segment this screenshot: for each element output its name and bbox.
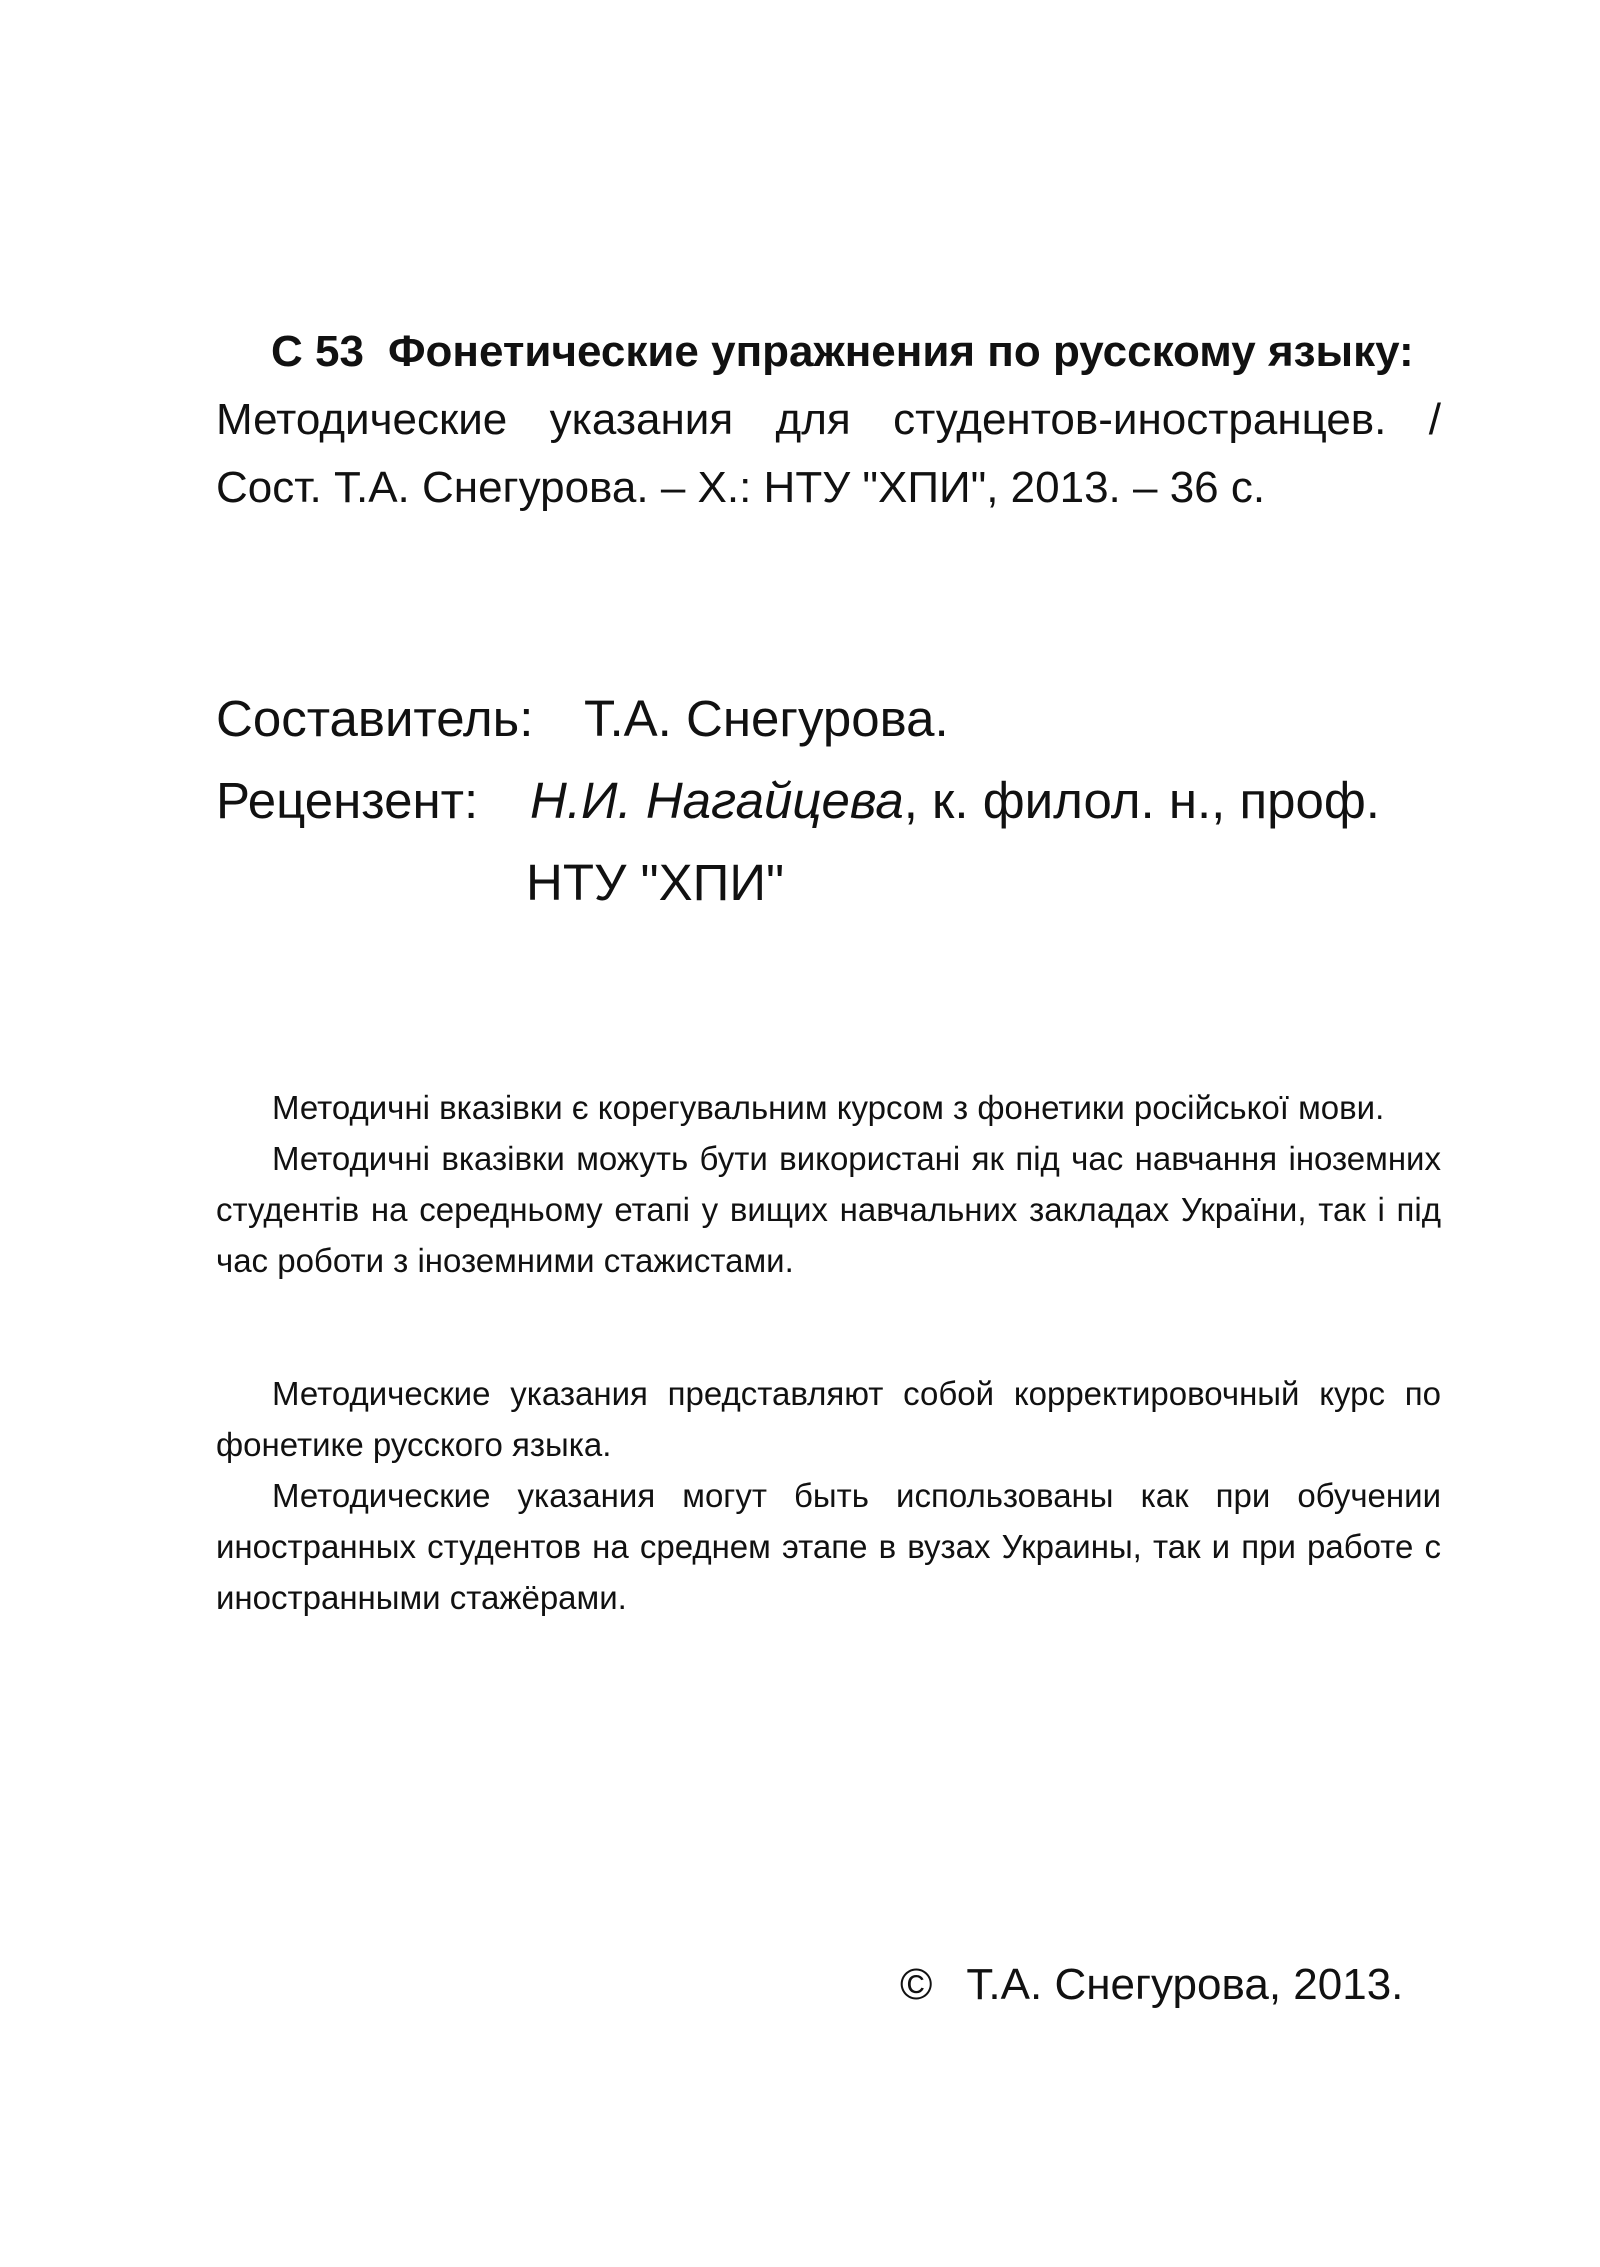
bibliographic-subtitle: Методические указания для студентов-иностранцев. / — [216, 395, 1441, 444]
annotation-ru-paragraph-1: Методические указания представляют собой корректировочный курс по фонетике русского языка. — [216, 1375, 1441, 1463]
compiler-label: Составитель: — [216, 690, 534, 747]
annotation-ukrainian — [216, 1082, 1441, 1286]
reviewer-label: Рецензент: — [216, 772, 479, 829]
annotation-russian — [216, 1368, 1441, 1623]
book-title: Фонетические упражнения по русскому языку: — [387, 327, 1414, 376]
credits — [216, 678, 1441, 924]
compiler-name: Т.А. Снегурова. — [584, 690, 949, 747]
copyright-notice — [900, 1952, 1403, 2018]
bibliographic-record — [216, 318, 1441, 522]
copyright-icon: © — [900, 1960, 933, 2009]
annotation-uk-paragraph-1: Методичні вказівки є корегувальним курсом з фонетики російської мови. — [272, 1089, 1385, 1126]
reviewer-row — [216, 760, 1441, 842]
bibliographic-title-line — [216, 318, 1441, 386]
annotation-ru-paragraph-2: Методические указания могут быть использованы как при обучении иностранных студентов на среднем этапе в вузах Украины, так и при работе с иностранными стажёрами. — [216, 1477, 1441, 1616]
copyright-text: Т.А. Снегурова, 2013. — [966, 1960, 1404, 2009]
compiler-row — [216, 678, 1441, 760]
reviewer-name: Н.И. Нагайцева — [530, 772, 904, 829]
reviewer-info — [530, 760, 1380, 842]
reviewer-organization: НТУ "ХПИ" — [526, 854, 785, 911]
annotation-uk-paragraph-2: Методичні вказівки можуть бути використані як під час навчання іноземних студентів на середньому етапі у вищих навчальних закладах України, так і під час роботи з іноземними стажистами. — [216, 1140, 1441, 1279]
library-code: С 53 — [271, 327, 364, 376]
bibliographic-imprint: Сост. Т.А. Снегурова. – Х.: НТУ "ХПИ", 2013. – 36 с. — [216, 463, 1266, 512]
reviewer-degree: , к. филол. н., проф. — [903, 772, 1380, 829]
reviewer-org-row — [216, 842, 1441, 924]
